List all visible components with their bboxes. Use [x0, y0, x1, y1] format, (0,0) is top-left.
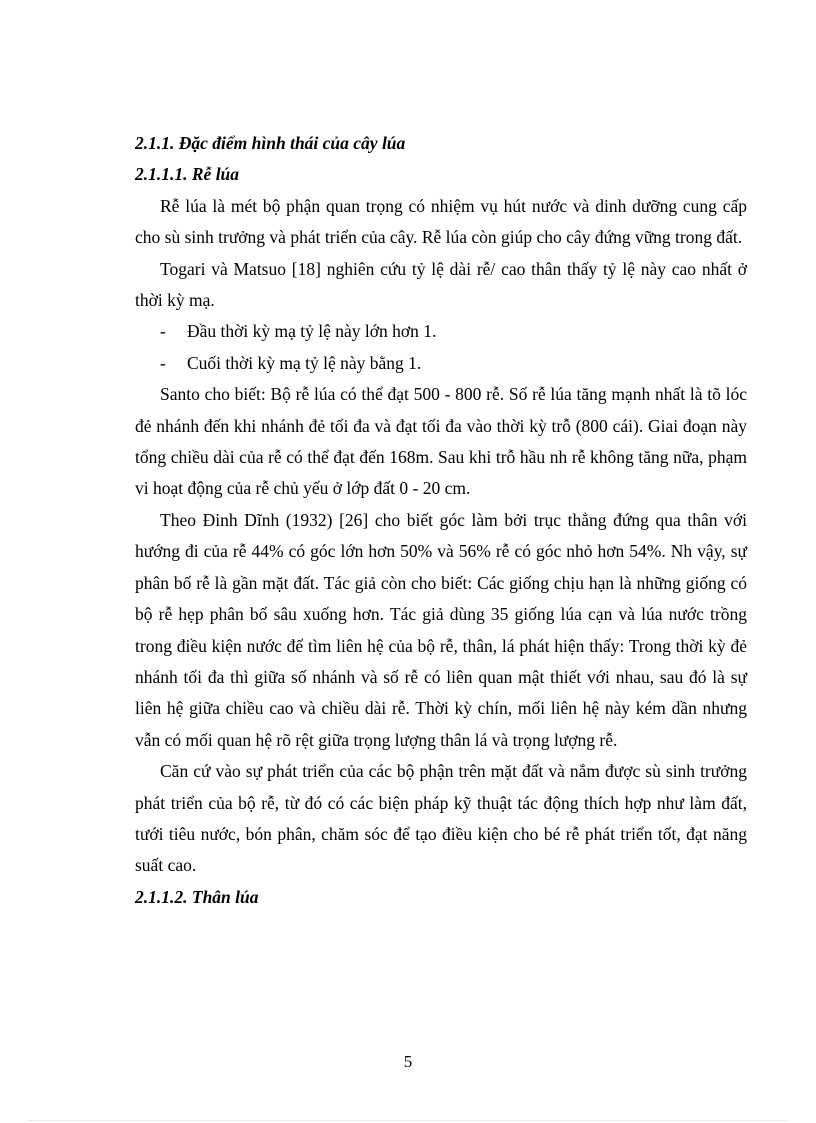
paragraph-roots-intro: Rễ lúa là mét bộ phận quan trọng có nhiệm vụ hút nước và dinh dưỡng cung cấp cho sù sinh trưởng và phát triển của cây. Rễ lúa còn giúp cho cây đứng vững trong đất.: [135, 195, 747, 248]
bullet-marker: -: [160, 352, 166, 373]
bullet-item: [135, 316, 747, 347]
bullet-item: [135, 348, 747, 379]
page-number: 5: [403, 1052, 413, 1071]
page-content: [135, 128, 747, 913]
bullet-text: Đầu thời kỳ mạ tỷ lệ này lớn hơn 1.: [187, 321, 437, 342]
subsection-heading-roots: 2.1.1.1. Rễ lúa: [135, 164, 240, 185]
paragraph-dinh-dinh: Theo Đinh Dĩnh (1932) [26] cho biết góc làm bởi trục thẳng đứng qua thân với hướng đi của rễ 44% có góc lớn hơn 50% và 56% rễ có góc nhỏ hơn 54%. Nh vậy, sự phân bố rễ là gần mặt đất. Tác giả còn cho biết: Các giống chịu hạn là những giống có bộ rễ hẹp phân bố sâu xuống hơn. Tác giả dùng 35 giống lúa cạn và lúa nước trồng trong điều kiện nước để tìm liên hệ của bộ rễ, thân, lá phát hiện thấy: Trong thời kỳ đẻ nhánh tối đa thì giữa số nhánh và số rễ có liên quan mật thiết với nhau, sau đó là sự liên hệ giữa chiều cao và chiều dài rễ. Thời kỳ chín, mối liên hệ này kém dần nhưng vẫn có mối quan hệ rõ rệt giữa trọng lượng thân lá và trọng lượng rễ.: [135, 509, 747, 750]
section-heading: 2.1.1. Đặc điểm hình thái của cây lúa: [135, 133, 406, 153]
bullet-text: Cuối thời kỳ mạ tỷ lệ này bằng 1.: [187, 352, 422, 373]
paragraph-conclusion: Căn cứ vào sự phát triển của các bộ phận trên mặt đất và nắm được sù sinh trưởng phát triển của bộ rễ, từ đó có các biện pháp kỹ thuật tác động thích hợp như làm đất, tưới tiêu nước, bón phân, chăm sóc để tạo điều kiện cho bé rễ phát triển tốt, đạt năng suất cao.: [135, 761, 747, 876]
paragraph-togari-matsuo: Togari và Matsuo [18] nghiên cứu tỷ lệ dài rễ/ cao thân thấy tỷ lệ này cao nhất ở thời kỳ mạ.: [135, 258, 747, 311]
paragraph-santo: Santo cho biết: Bộ rễ lúa có thể đạt 500 - 800 rễ. Số rễ lúa tăng mạnh nhất là tõ lóc đẻ nhánh đến khi nhánh đẻ tối đa và đạt tối đa vào thời kỳ trỗ (800 cái). Giai đoạn này tổng chiều dài của rễ có thể đạt đến 168m. Sau khi trỗ hầu nh rễ không tăng nữa, phạm vi hoạt động của rễ chủ yếu ở lớp đất 0 - 20 cm.: [135, 384, 747, 499]
page-bottom-rule: [28, 1120, 788, 1121]
bullet-marker: -: [160, 321, 166, 342]
subsection-heading-stem: 2.1.1.2. Thân lúa: [135, 886, 259, 907]
